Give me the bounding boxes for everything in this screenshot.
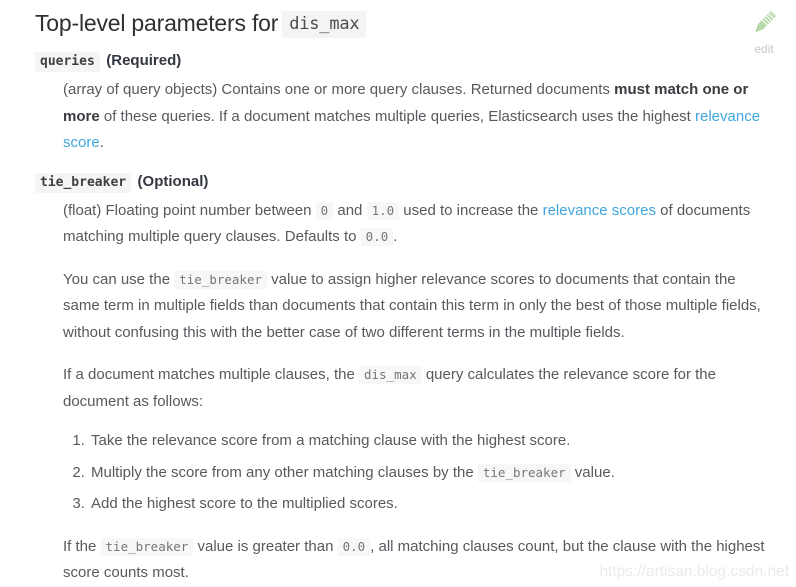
text-segment: (array of query objects) Contains one or more query clauses. Returned documents	[63, 81, 615, 98]
paragraph	[63, 77, 776, 157]
paragraph	[63, 198, 776, 251]
list-item	[89, 428, 776, 455]
param-term-queries	[35, 52, 776, 70]
param-qualifier: (Required)	[106, 52, 182, 69]
text-segment: , all matching clauses count, but the clause with the highest score counts most.	[63, 537, 765, 581]
inline-code: tie_breaker	[101, 538, 194, 556]
inline-code: tie_breaker	[174, 271, 267, 289]
param-def-queries	[63, 77, 776, 157]
text-segment: used to increase the	[399, 201, 543, 219]
text-segment: and	[333, 201, 367, 219]
param-name: tie_breaker	[35, 173, 131, 193]
text-segment: value is greater than	[193, 537, 338, 555]
text-segment: of these queries. If a document matches multiple queries, Elasticsearch uses the highest	[99, 107, 695, 125]
text-segment: query calculates the relevance score for the document as follows:	[63, 366, 716, 410]
page-title-text: Top-level parameters for	[35, 10, 279, 36]
title-row	[35, 10, 776, 56]
text-segment: .	[393, 228, 398, 245]
inline-code: dis_max	[359, 366, 422, 384]
bold-text: must match one or more	[63, 81, 749, 125]
inline-code: 0	[316, 202, 334, 220]
text-segment: (float) Floating point number between	[63, 201, 316, 219]
text-segment: Add the highest score to the multiplied scores.	[91, 495, 398, 512]
param-name: queries	[35, 52, 100, 72]
param-qualifier: (Optional)	[137, 172, 209, 190]
text-segment: Take the relevance score from a matching clause with the highest score.	[91, 432, 571, 449]
page-title	[35, 10, 776, 37]
list-item	[89, 491, 776, 518]
text-segment: .	[99, 134, 104, 151]
inline-link[interactable]: relevance scores	[542, 201, 656, 219]
page-title-code: dis_max	[282, 11, 366, 38]
score-steps-list	[63, 428, 776, 518]
inline-code: 0.0	[361, 228, 394, 246]
edit-link[interactable]	[744, 8, 784, 56]
edit-label: edit	[754, 42, 774, 56]
inline-code: 0.0	[338, 538, 371, 556]
text-segment: value to assign higher relevance scores to documents that contain the same term in multiple fields than documents that contain this term in only the best of those multiple fields, without confusing this with the better case of two different terms in the multiple fields.	[63, 270, 761, 341]
paragraph	[63, 362, 776, 415]
text-segment: You can use the	[63, 270, 175, 288]
inline-code: tie_breaker	[478, 464, 571, 482]
param-term-tie-breaker	[35, 173, 776, 191]
inline-link[interactable]: relevance score	[63, 107, 761, 151]
param-def-tie-breaker	[63, 198, 776, 587]
param-list	[35, 52, 776, 587]
watermark: https://artisan.blog.csdn.net	[599, 563, 789, 580]
text-segment: If a document matches multiple clauses, the	[63, 366, 359, 383]
text-segment: value.	[570, 463, 615, 481]
text-segment: If the	[63, 537, 101, 555]
inline-code: 1.0	[367, 202, 400, 220]
text-segment: of documents matching multiple query clauses. Defaults to	[63, 201, 751, 245]
text-segment: Multiply the score from any other matching clauses by the	[91, 463, 478, 481]
paragraph	[63, 267, 776, 347]
list-item	[89, 460, 776, 487]
